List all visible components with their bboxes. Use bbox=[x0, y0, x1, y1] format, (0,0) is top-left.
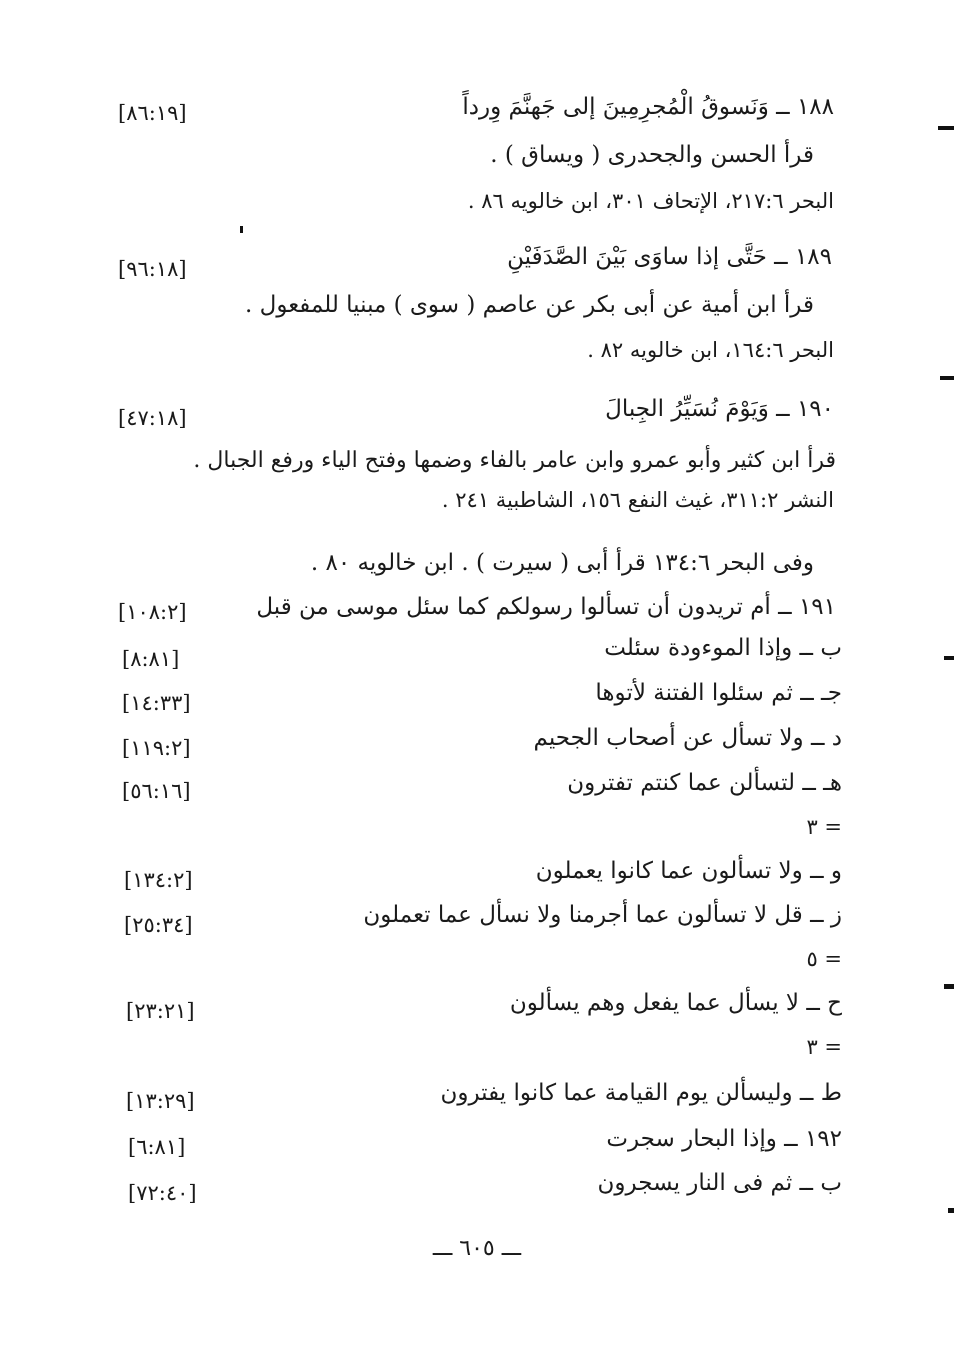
entry-191-h2-ref: [٢٣:٢١] bbox=[126, 999, 195, 1023]
entry-190-verse: ١٩٠ ــ وَيَوْمَ نُسَيِّرُ الجِبالَ bbox=[605, 396, 834, 422]
scan-mark bbox=[240, 226, 243, 233]
entry-189-source: البحر ١٦٤:٦، ابن خالويه ٨٢ . bbox=[587, 338, 834, 362]
entry-188-verse: ١٨٨ ــ وَنَسوقُ الْمُجرِمِينَ إلى جَهنَّمَ وِرداً bbox=[462, 94, 834, 120]
entry-191-j: جـ ــ ثم سئلوا الفتنة لأتوها bbox=[595, 680, 842, 706]
scan-mark bbox=[944, 984, 954, 989]
entry-189-ref: [٩٦:١٨] bbox=[118, 257, 187, 281]
scan-mark bbox=[944, 656, 954, 660]
scan-mark bbox=[940, 376, 954, 380]
entry-191-j-ref: [١٤:٣٣] bbox=[122, 691, 191, 715]
entry-191-h2: ح ــ لا يسأل عما يفعل وهم يسألون bbox=[509, 990, 842, 1016]
entry-192-ref: [٦:٨١] bbox=[128, 1135, 186, 1159]
entry-191-verse: ١٩١ ــ أم تريدون أن تسألوا رسولكم كما سئل موسى من قبل bbox=[256, 594, 836, 620]
entry-192-b-ref: [٧٢:٤٠] bbox=[128, 1181, 197, 1205]
entry-192-b: ب ــ ثم فى النار يسجرون bbox=[597, 1170, 842, 1196]
entry-191-ref: [١٠٨:٢] bbox=[118, 600, 187, 624]
entry-191-t: ط ــ وليسألن يوم القيامة عما كانوا يفترون bbox=[440, 1080, 842, 1106]
entry-190-ref: [٤٧:١٨] bbox=[118, 406, 187, 430]
entry-191-b: ب ــ وإذا الموءودة سئلت bbox=[604, 635, 842, 661]
entry-191-d: د ــ ولا تسأل عن أصحاب الجحيم bbox=[533, 725, 842, 751]
entry-191-w-ref: [١٣٤:٢] bbox=[124, 868, 193, 892]
entry-191-t-ref: [١٣:٢٩] bbox=[126, 1089, 195, 1113]
entry-191-h-ref: [٥٦:١٦] bbox=[122, 779, 191, 803]
scan-mark bbox=[938, 126, 954, 130]
entry-191-w: و ــ ولا تسألون عما كانوا يعملون bbox=[535, 858, 842, 884]
entry-189-verse: ١٨٩ ــ حَتَّى إذا ساوَى بَيْنَ الصَّدَفَيْنِ bbox=[507, 244, 832, 270]
entry-188-reading: قرأ الحسن والجحدرى ( ويساق ) . bbox=[490, 142, 814, 168]
entry-191-count-3: = ٣ bbox=[806, 1035, 842, 1059]
scan-mark bbox=[948, 1208, 954, 1213]
entry-191-count-2: = ٥ bbox=[806, 947, 842, 971]
entry-191-b-ref: [٨:٨١] bbox=[122, 647, 180, 671]
entry-191-z: ز ــ قل لا تسألون عما أجرمنا ولا نسأل عما تعملون bbox=[363, 902, 842, 928]
entry-191-h: هـ ــ لتسألن عما كنتم تفترون bbox=[567, 770, 842, 796]
entry-191-count-1: = ٣ bbox=[806, 815, 842, 839]
entry-188-source: البحر ٢١٧:٦، الإتحاف ٣٠١، ابن خالويه ٨٦ . bbox=[467, 189, 834, 213]
entry-190-source: النشر ٣١١:٢، غيث النفع ١٥٦، الشاطبية ٢٤١ . bbox=[441, 488, 834, 512]
entry-189-reading: قرأ ابن أمية عن أبى بكر عن عاصم ( سوى ) مبنيا للمفعول . bbox=[245, 292, 814, 318]
entry-191-z-ref: [٢٥:٣٤] bbox=[124, 913, 193, 937]
entry-191-d-ref: [١١٩:٢] bbox=[122, 736, 191, 760]
entry-190-reading: قرأ ابن كثير وأبو عمرو وابن عامر بالفاء وضمها وفتح الياء ورفع الجبال . bbox=[193, 448, 836, 473]
entry-190-note: وفى البحر ١٣٤:٦ قرأ أبى ( سيرت ) . ابن خالويه ٨٠ . bbox=[310, 550, 814, 576]
entry-188-ref: [٨٦:١٩] bbox=[118, 101, 187, 125]
page-number: ـــ ٦٠٥ ـــ bbox=[432, 1236, 522, 1261]
entry-192-verse: ١٩٢ ــ وإذا البحار سجرت bbox=[606, 1126, 842, 1152]
